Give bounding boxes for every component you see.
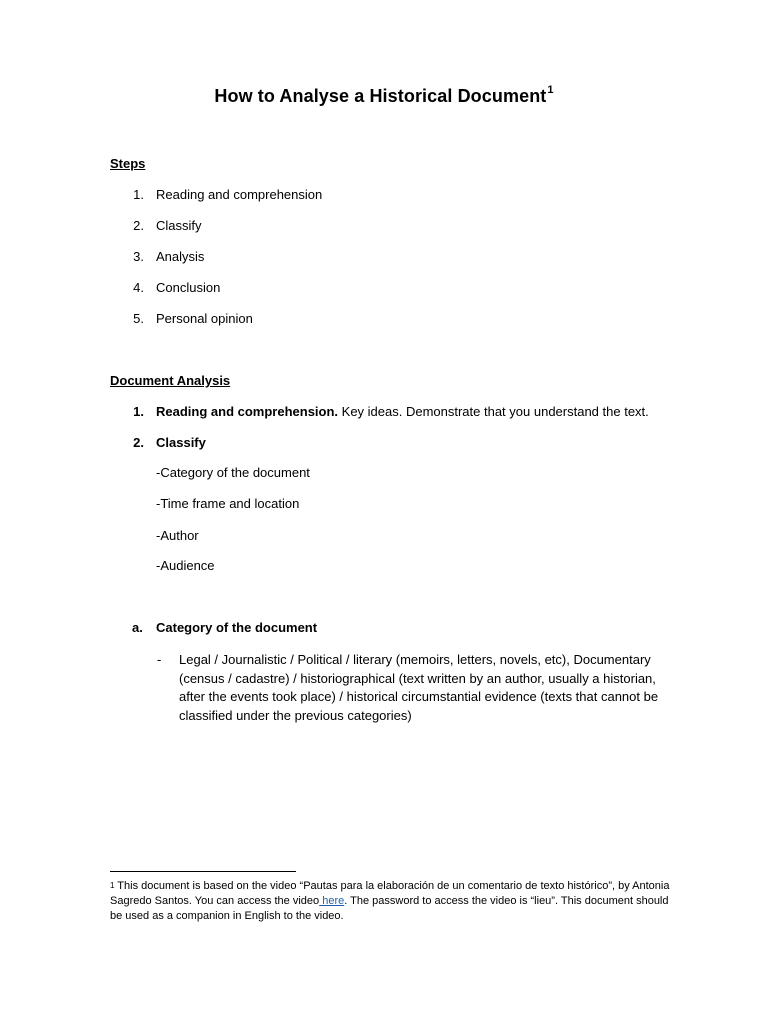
footnote-here-link[interactable]: here — [319, 895, 345, 907]
list-item-number: 2. — [133, 435, 144, 450]
list-item-number: 3. — [133, 249, 144, 264]
section-title: Category of the document — [156, 620, 318, 635]
list-item-number: 1. — [133, 404, 144, 419]
list-item-text: Analysis — [156, 249, 205, 264]
page-title-text: How to Analyse a Historical Document — [214, 86, 547, 106]
bullet-dash: - — [157, 652, 162, 667]
list-item-rest-text: Key ideas. Demonstrate that you understand the text. — [338, 404, 649, 419]
list-item: -Author — [156, 528, 199, 543]
list-item-number: 1. — [133, 187, 144, 202]
footnote-divider — [110, 871, 296, 872]
list-item-number: 5. — [133, 311, 144, 326]
list-item-text: Personal opinion — [156, 311, 253, 326]
list-item-text: Conclusion — [156, 280, 221, 295]
footnote-text-part1: This document is based on the video “Pautas para la elaboración de un comentario de texto histórico”, by Antonia Sagredo Santos. You can access the video — [110, 880, 670, 907]
footnote-text-part2: . The password to access the video is “lieu”. This document should be used as a companion in English to the video. — [110, 895, 669, 922]
page-title — [0, 86, 768, 107]
section-label: a. — [132, 620, 143, 635]
footnote — [110, 879, 670, 924]
list-item: -Category of the document — [156, 465, 310, 480]
bullet-text: Legal / Journalistic / Political / literary (memoirs, letters, novels, etc), Documentary (census / cadastre) / historiographical (text written by an author, usually a historian, after the events took place) / historical circumstantial evidence (texts that cannot be classified under the previous categories) — [179, 652, 659, 723]
list-item: -Time frame and location — [156, 496, 300, 511]
title-footnote-mark[interactable]: 1 — [547, 84, 554, 96]
list-item-text: Classify — [156, 218, 202, 233]
list-item-text: Classify — [156, 435, 206, 450]
document-analysis-heading: Document Analysis — [110, 373, 231, 388]
list-item-number: 4. — [133, 280, 144, 295]
footnote-mark: 1 — [110, 881, 115, 890]
steps-heading: Steps — [110, 156, 146, 171]
list-item-text: Reading and comprehension — [156, 187, 323, 202]
list-item: -Audience — [156, 558, 215, 573]
list-item-text — [156, 404, 649, 420]
list-item-number: 2. — [133, 218, 144, 233]
list-item-bold-text: Reading and comprehension. — [156, 404, 339, 419]
